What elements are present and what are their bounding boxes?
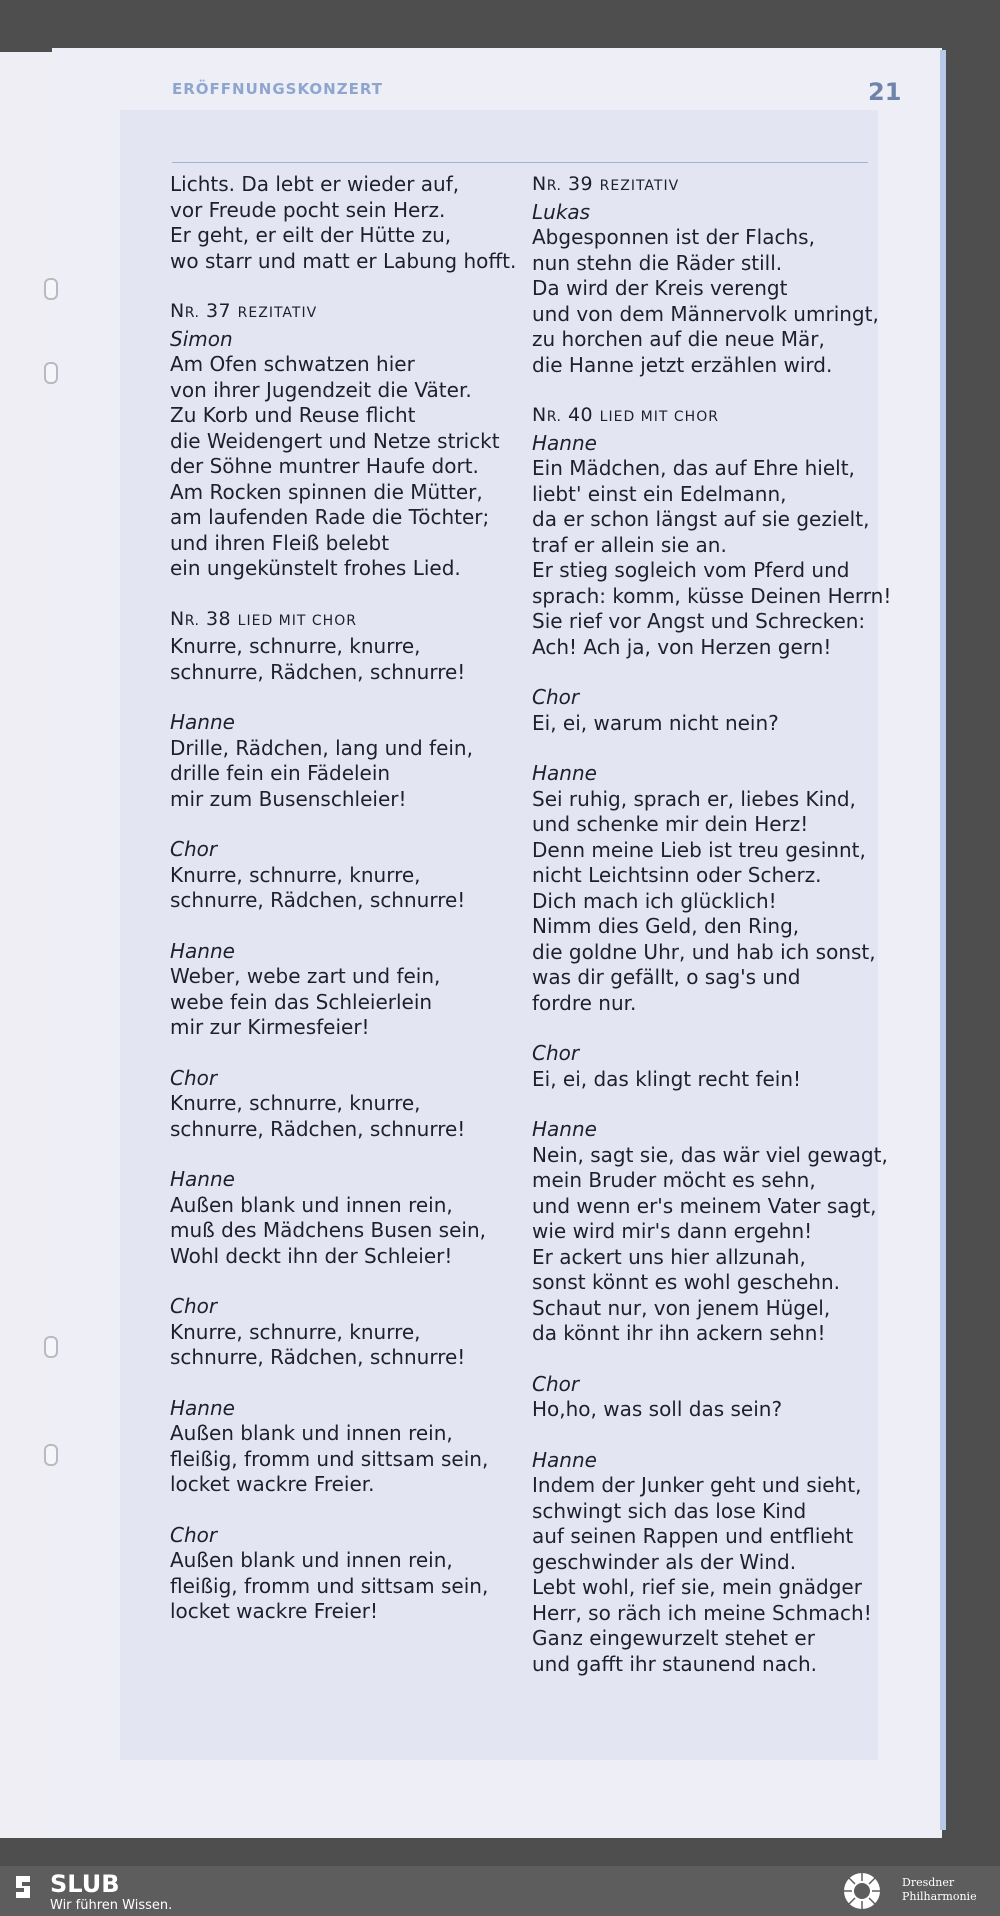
verse-line: und gafft ihr staunend nach. [532, 1651, 818, 1676]
verse-line: Lebt wohl, rief sie, mein gnädger [532, 1575, 862, 1599]
verse-line: was dir gefällt, o sag's und [532, 965, 801, 989]
verse-line: Drille, Rädchen, lang und fein, [170, 735, 473, 760]
slub-logo-text: SLUB [50, 1870, 120, 1898]
verse-line: Zu Korb und Reuse flicht [170, 403, 416, 427]
running-header: ERÖFFNUNGSKONZERT [172, 80, 383, 98]
verse-line: drille fein ein Fädelein [170, 761, 391, 785]
section-number-part: N [170, 607, 185, 630]
text-block [170, 1396, 530, 1498]
text-block [170, 1167, 530, 1269]
verse-line: Ganz eingewurzelt stehet er [532, 1626, 815, 1650]
verse-line: Dich mach ich glücklich! [532, 888, 777, 913]
verse-line: nicht Leichtsinn oder Scherz. [532, 863, 822, 887]
text-column-right [532, 172, 892, 1702]
verse-line: Außen blank und innen rein, [170, 1192, 453, 1217]
section-type: LIED MIT CHOR [237, 612, 357, 629]
header-rule [172, 162, 868, 163]
binding-hole [44, 1444, 58, 1466]
section-number-part: N [532, 173, 547, 195]
verse-line: Außen blank und innen rein, [170, 1548, 453, 1572]
section-number-part: R. [184, 305, 200, 321]
verse-line: Knurre, schnurre, knurre, [170, 634, 421, 658]
verse-line: Weber, webe zart und fein, [170, 964, 441, 988]
verse-line: am laufenden Rade die Töchter; [170, 505, 490, 529]
speaker-name: Hanne [532, 1447, 597, 1472]
verse-line: zu horchen auf die neue Mär, [532, 327, 825, 351]
section-number-part: 39 [561, 173, 594, 195]
philharmonie-logo-icon [842, 1871, 882, 1911]
verse-line: Da wird der Kreis verengt [532, 276, 788, 300]
verse-line: Denn meine Lieb ist treu gesinnt, [532, 837, 866, 862]
verse-line: schnurre, Rädchen, schnurre! [170, 1345, 466, 1369]
text-block [532, 1372, 892, 1423]
speaker-name: Hanne [170, 1395, 235, 1420]
slub-tagline: Wir führen Wissen. [50, 1898, 173, 1913]
section-number-part: 38 [199, 607, 232, 630]
left-page-edge [0, 52, 53, 1838]
verse-line: da er schon längst auf sie gezielt, [532, 507, 870, 531]
section-heading [170, 607, 530, 635]
verse-line: mir zur Kirmesfeier! [170, 1015, 370, 1039]
verse-line: Ein Mädchen, das auf Ehre hielt, [532, 456, 855, 480]
text-block [170, 299, 530, 582]
page-number: 21 [868, 78, 902, 106]
verse-line: sprach: komm, küsse Deinen Herrn! [532, 583, 892, 608]
text-block [170, 607, 530, 686]
verse-line: die goldne Uhr, und hab ich sonst, [532, 939, 876, 964]
verse-line: Ei, ei, warum nicht nein? [532, 710, 779, 735]
speaker-name: Chor [170, 837, 218, 861]
verse-line: geschwinder als der Wind. [532, 1549, 797, 1574]
verse-line: Lichts. Da lebt er wieder auf, [170, 172, 460, 196]
text-block [170, 837, 530, 914]
binding-hole [44, 278, 58, 300]
speaker-name: Hanne [170, 938, 235, 963]
verse-line: der Söhne muntrer Haufe dort. [170, 454, 479, 478]
section-type: REZITATIV [599, 178, 680, 194]
section-number-part: 40 [561, 404, 594, 426]
speaker-name: Chor [170, 1065, 218, 1090]
verse-line: schnurre, Rädchen, schnurre! [170, 888, 466, 912]
verse-line: muß des Mädchens Busen sein, [170, 1218, 486, 1242]
section-heading [532, 403, 892, 431]
speaker-name: Hanne [170, 1167, 235, 1191]
text-block [170, 1066, 530, 1143]
verse-line: webe fein das Schleierlein [170, 989, 433, 1014]
verse-line: und von dem Männervolk umringt, [532, 301, 879, 326]
verse-line: auf seinen Rappen und entflieht [532, 1524, 854, 1548]
text-block [532, 1448, 892, 1678]
verse-line: ein ungekünstelt frohes Lied. [170, 556, 461, 580]
text-block [532, 172, 892, 378]
verse-line: Außen blank und innen rein, [170, 1421, 453, 1445]
verse-line: Indem der Junker geht und sieht, [532, 1473, 862, 1497]
philharmonie-logo-text: Dresdner Philharmonie [902, 1876, 977, 1903]
speaker-name: Chor [532, 1041, 580, 1065]
verse-line: Knurre, schnurre, knurre, [170, 862, 421, 887]
speaker-name: Simon [170, 326, 233, 351]
page-edge [940, 50, 946, 1830]
text-block [532, 685, 892, 736]
verse-line: Knurre, schnurre, knurre, [170, 1319, 421, 1344]
slub-logo-icon [14, 1874, 32, 1900]
text-block [170, 1294, 530, 1371]
text-block [170, 1523, 530, 1625]
section-number [532, 173, 593, 195]
verse-line: mir zum Busenschleier! [170, 786, 407, 811]
verse-line: Nein, sagt sie, das wär viel gewagt, [532, 1142, 888, 1167]
verse-line: Abgesponnen ist der Flachs, [532, 225, 815, 249]
section-number-part: N [532, 404, 547, 426]
verse-line: locket wackre Freier! [170, 1599, 379, 1623]
text-block [170, 939, 530, 1041]
verse-line: Sie rief vor Angst und Schrecken: [532, 609, 866, 633]
speaker-name: Chor [170, 1522, 218, 1547]
speaker-name: Lukas [532, 199, 591, 224]
text-block [170, 172, 530, 274]
section-number-part: R. [546, 178, 562, 194]
binding-hole [44, 1336, 58, 1358]
verse-line: fleißig, fromm und sittsam sein, [170, 1573, 489, 1598]
section-number-part: N [170, 300, 185, 322]
verse-line: und ihren Fleiß belebt [170, 530, 390, 555]
verse-line: Wohl deckt ihn der Schleier! [170, 1243, 453, 1268]
speaker-name: Hanne [532, 1117, 597, 1141]
verse-line: da könnt ihr ihn ackern sehn! [532, 1321, 826, 1345]
verse-line: liebt' einst ein Edelmann, [532, 481, 787, 506]
verse-line: und schenke mir dein Herz! [532, 812, 809, 836]
verse-line: Er stieg sogleich vom Pferd und [532, 558, 850, 582]
verse-line: sonst könnt es wohl geschehn. [532, 1270, 840, 1294]
section-number [170, 300, 231, 322]
verse-line: die Weidengert und Netze strickt [170, 428, 500, 453]
speaker-name: Hanne [532, 761, 597, 785]
text-block [532, 761, 892, 1016]
section-number [532, 404, 593, 426]
text-block [532, 1117, 892, 1347]
verse-line: und wenn er's meinem Vater sagt, [532, 1193, 877, 1218]
speaker-name: Hanne [532, 430, 597, 455]
verse-line: Ei, ei, das klingt recht fein! [532, 1066, 802, 1091]
section-type: REZITATIV [237, 305, 318, 321]
verse-line: Knurre, schnurre, knurre, [170, 1091, 421, 1115]
verse-line: die Hanne jetzt erzählen wird. [532, 352, 833, 377]
text-block [170, 710, 530, 812]
speaker-name: Chor [532, 1371, 580, 1396]
verse-line: schnurre, Rädchen, schnurre! [170, 659, 466, 684]
verse-line: locket wackre Freier. [170, 1472, 375, 1496]
binding-hole [44, 362, 58, 384]
verse-line: Ho,ho, was soll das sein? [532, 1397, 783, 1421]
section-number-part: 37 [199, 300, 232, 322]
text-block [532, 403, 892, 660]
verse-line: Sei ruhig, sprach er, liebes Kind, [532, 786, 856, 811]
verse-line: Am Ofen schwatzen hier [170, 352, 415, 376]
section-heading [532, 172, 892, 200]
verse-line: Am Rocken spinnen die Mütter, [170, 479, 483, 504]
verse-line: Er ackert uns hier allzunah, [532, 1244, 806, 1269]
section-number-part: R. [184, 612, 200, 629]
verse-line: Ach! Ach ja, von Herzen gern! [532, 634, 832, 659]
section-type: LIED MIT CHOR [599, 409, 719, 425]
speaker-name: Chor [532, 685, 580, 709]
verse-line: Herr, so räch ich meine Schmach! [532, 1600, 872, 1625]
verse-line: schnurre, Rädchen, schnurre! [170, 1116, 466, 1141]
verse-line: wie wird mir's dann ergehn! [532, 1219, 813, 1243]
verse-line: Schaut nur, von jenem Hügel, [532, 1295, 831, 1320]
verse-line: vor Freude pocht sein Herz. [170, 197, 446, 222]
verse-line: schwingt sich das lose Kind [532, 1498, 807, 1523]
verse-line: traf er allein sie an. [532, 532, 727, 557]
section-heading [170, 299, 530, 327]
verse-line: wo starr und matt er Labung hofft. [170, 248, 517, 273]
verse-line: Nimm dies Geld, den Ring, [532, 914, 800, 938]
verse-line: Er geht, er eilt der Hütte zu, [170, 223, 452, 247]
verse-line: fordre nur. [532, 990, 637, 1015]
verse-line: nun stehn die Räder still. [532, 250, 783, 275]
verse-line: mein Bruder möcht es sehn, [532, 1168, 816, 1192]
speaker-name: Chor [170, 1294, 218, 1318]
text-block [532, 1041, 892, 1092]
section-number-part: R. [546, 409, 562, 425]
text-column-left [170, 172, 530, 1650]
verse-line: fleißig, fromm und sittsam sein, [170, 1446, 489, 1471]
speaker-name: Hanne [170, 710, 235, 734]
verse-line: von ihrer Jugendzeit die Väter. [170, 377, 472, 402]
section-number [170, 608, 231, 630]
